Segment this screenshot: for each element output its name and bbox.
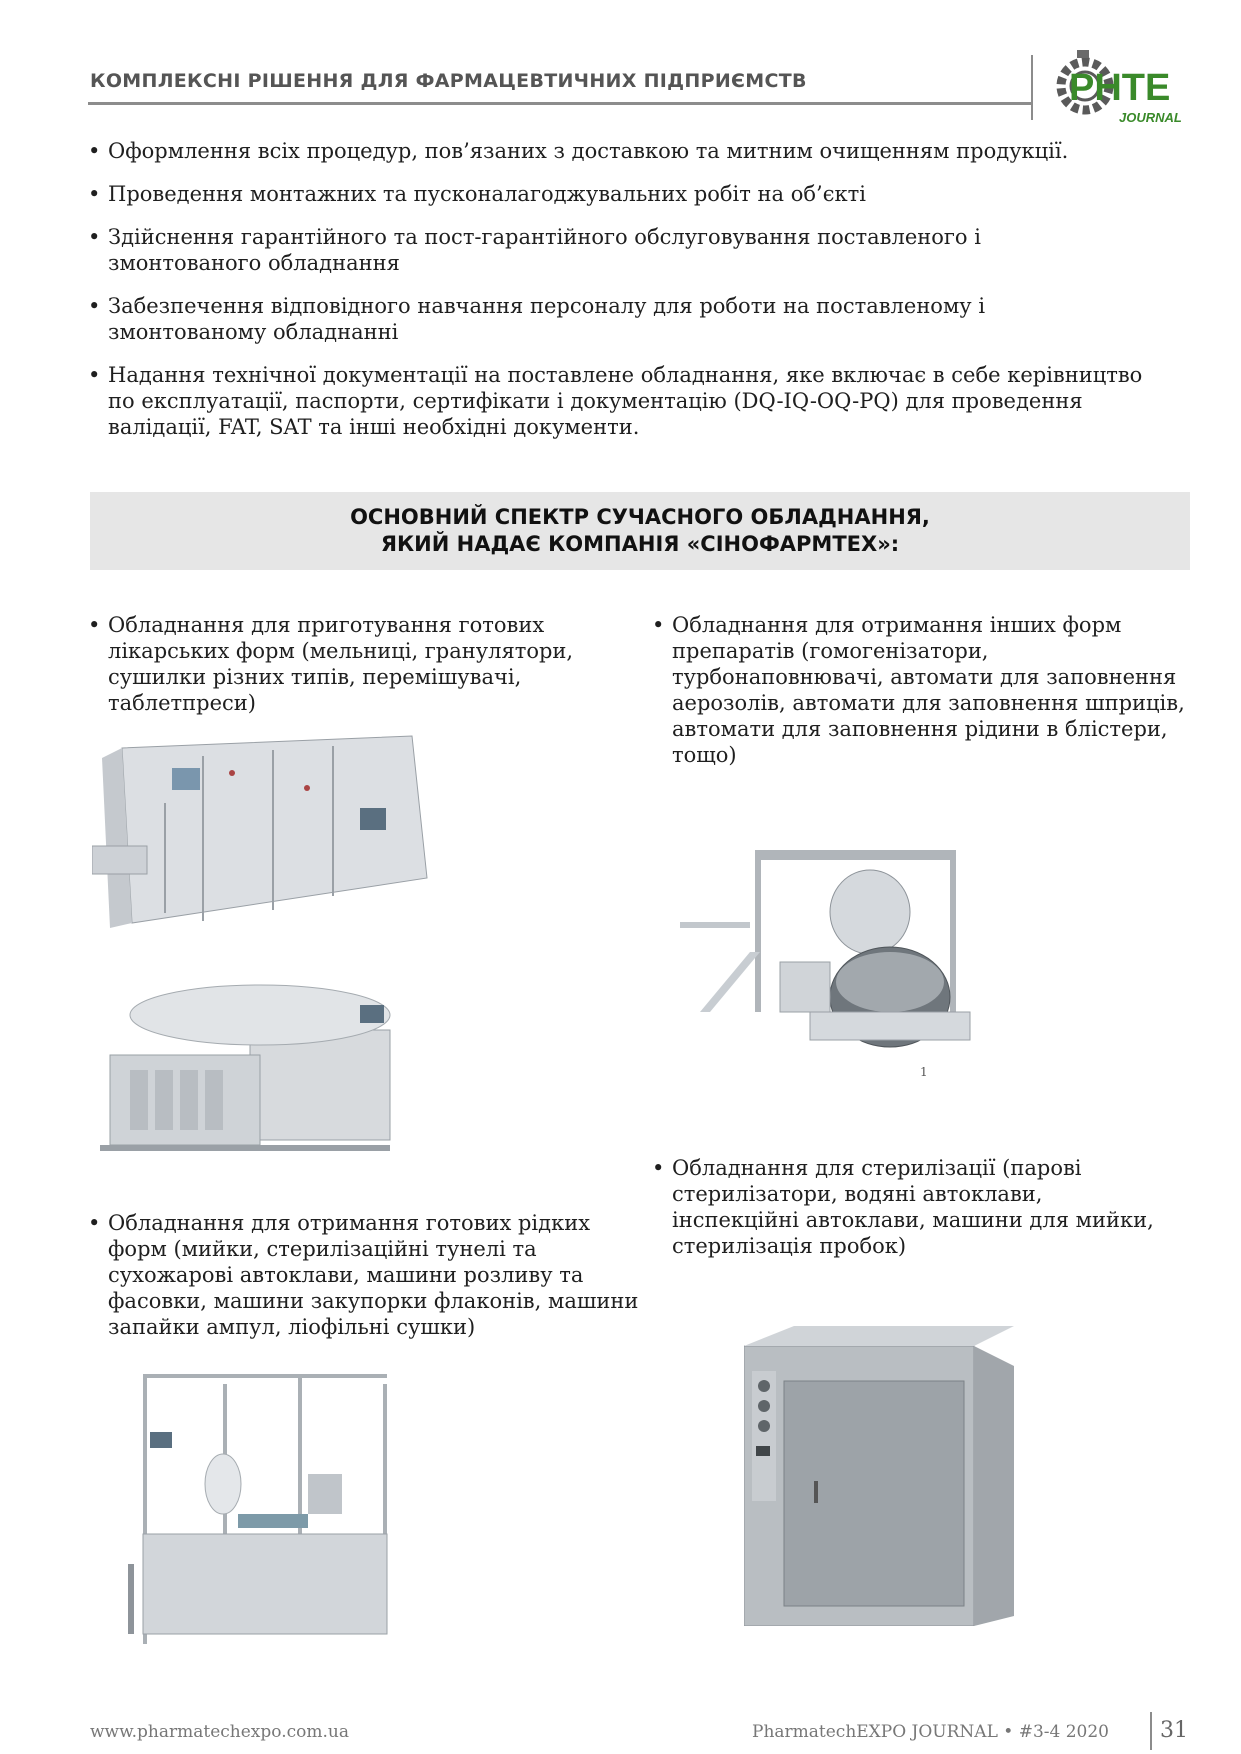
journal-logo (1055, 44, 1195, 128)
filling-machine-image (90, 975, 400, 1165)
logo-subtext: JOURNAL (1119, 110, 1182, 125)
equipment-solid-forms: • Обладнання для приготування готових лікарських форм (мельниці, гранулятори, сушилки різних типів, перемішувачі, таблетпреси) (88, 612, 668, 716)
section-banner (90, 492, 1190, 570)
figure-number: 1 (920, 1065, 928, 1079)
sterilizer-image (744, 1326, 1044, 1626)
list-item: • Надання технічної документації на поставлене обладнання, яке включає в себе керівництво по експлуатації, паспорти, сертифікати і документацію (DQ-IQ-OQ-PQ) для проведення валідації, FAT, SAT та інші необхідні документи. (88, 362, 1168, 440)
list-item: • Проведення монтажних та пусконалагоджувальних робіт на об’єкті (88, 181, 1168, 207)
footer-divider (1150, 1712, 1152, 1750)
logo-text: PHTE (1069, 67, 1171, 109)
equipment-other-forms: • Обладнання для отримання інших форм препаратів (гомогенізатори, турбонаповнювачі, автомати для заповнення аерозолів, автомати для заповнення шприців, автомати для заповнення рідини в блістери, тощо) (652, 612, 1192, 768)
list-item: • Оформлення всіх процедур, пов’язаних з доставкою та митним очищенням продукції. (88, 138, 1168, 164)
dryer-machine-image (92, 728, 432, 940)
banner-line-2: ЯКИЙ НАДАЄ КОМПАНІЯ «СІНОФАРМТЕХ»: (380, 532, 900, 556)
header-divider (88, 102, 1031, 105)
homogenizer-image (660, 812, 1015, 1082)
footer-url[interactable]: www.pharmatechexpo.com.ua (90, 1722, 349, 1742)
list-item: • Забезпечення відповідного навчання персоналу для роботи на поставленому і змонтованому обладнанні (88, 293, 1108, 345)
ampoule-line-image (128, 1364, 418, 1654)
footer-journal: PharmatechEXPO JOURNAL • #3-4 2020 (752, 1722, 1109, 1742)
list-item: • Здійснення гарантійного та пост-гарантійного обслуговування поставленого і змонтованого обладнання (88, 224, 1108, 276)
services-list (88, 138, 1168, 457)
header-vertical-divider (1031, 55, 1033, 120)
page-header-title: КОМПЛЕКСНІ РІШЕННЯ ДЛЯ ФАРМАЦЕВТИЧНИХ ПІДПРИЄМСТВ (90, 70, 807, 92)
banner-line-1: ОСНОВНИЙ СПЕКТР СУЧАСНОГО ОБЛАДНАННЯ, (350, 505, 930, 529)
flask-icon (1077, 50, 1089, 58)
equipment-sterilization: • Обладнання для стерилізації (парові стерилізатори, водяні автоклави, інспекційні автоклави, машини для мийки, стерилізація пробок) (652, 1155, 1172, 1259)
page-number: 31 (1160, 1718, 1188, 1743)
equipment-liquid-forms: • Обладнання для отримання готових рідких форм (мийки, стерилізаційні тунелі та сухожарові автоклави, машини розливу та фасовки, машини закупорки флаконів, машини запайки ампул, ліофільні сушки) (88, 1210, 648, 1340)
